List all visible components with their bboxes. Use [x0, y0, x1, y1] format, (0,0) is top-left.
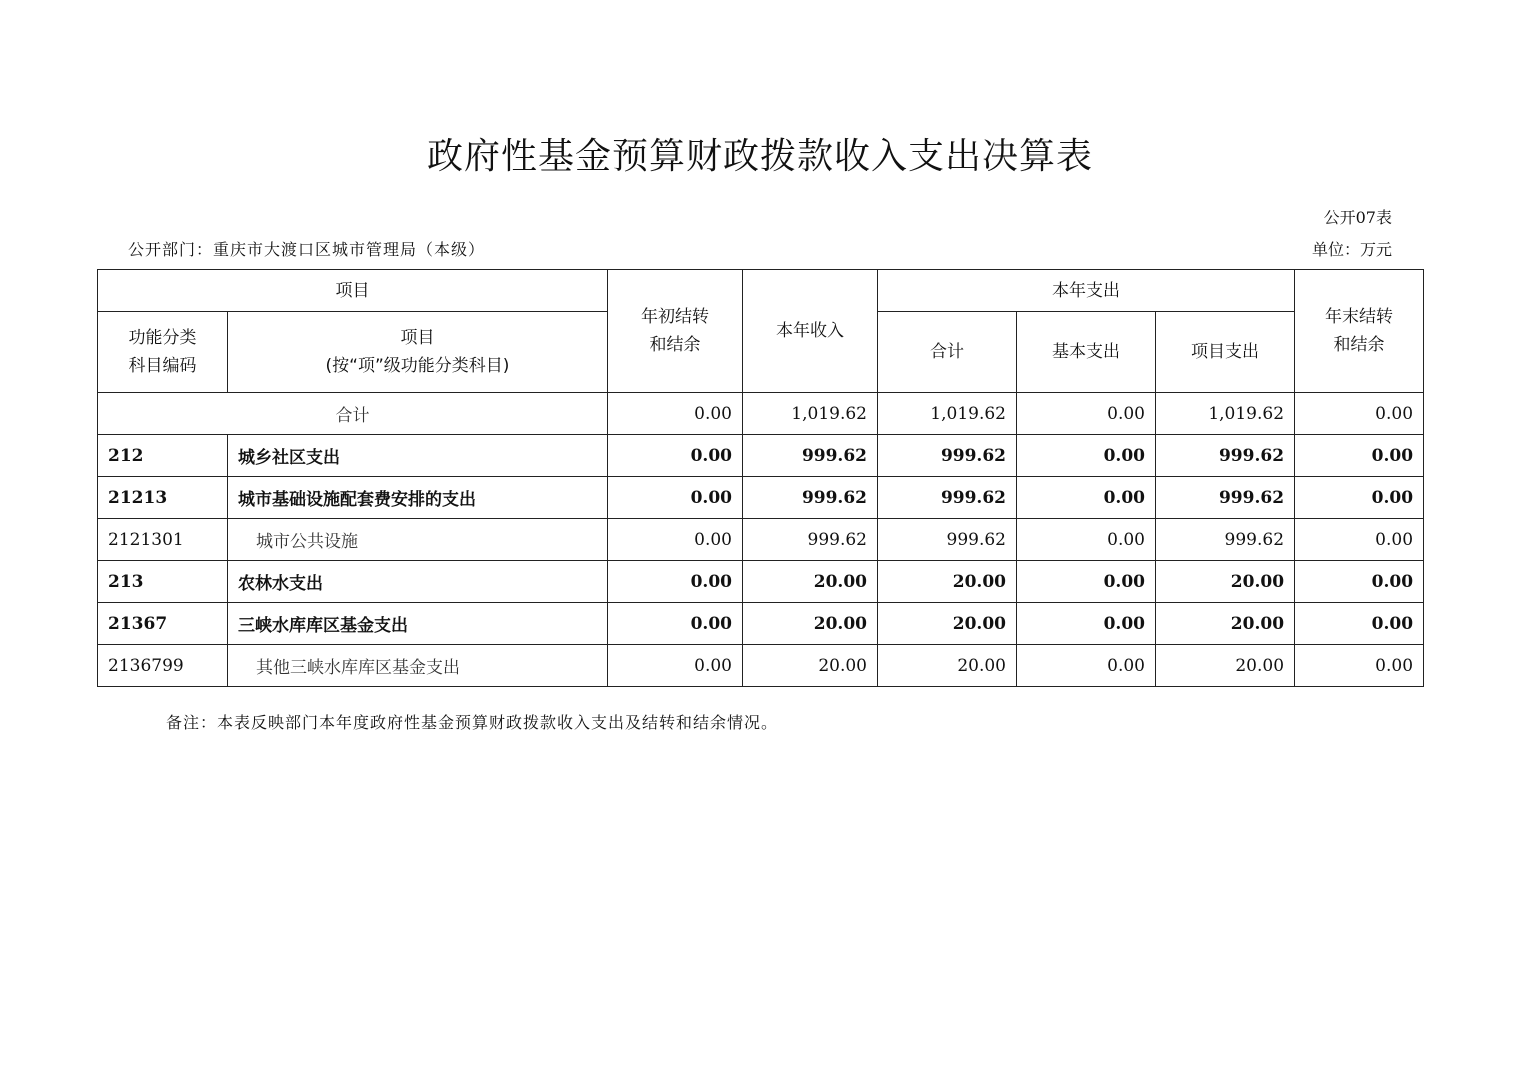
- header-func-code: 功能分类 科目编码: [98, 312, 228, 393]
- cell-income: 1,019.62: [743, 393, 878, 435]
- cell-basic: 0.00: [1017, 519, 1156, 561]
- table-row-total: [98, 393, 1424, 435]
- cell-income: 20.00: [743, 603, 878, 645]
- cell-project: 999.62: [1156, 435, 1295, 477]
- cell-end: 0.00: [1295, 435, 1424, 477]
- cell-project: 999.62: [1156, 477, 1295, 519]
- cell-name: 其他三峡水库库区基金支出: [228, 645, 608, 687]
- header-item: 项目 (按“项”级功能分类科目): [228, 312, 608, 393]
- footnote: 备注：本表反映部门本年度政府性基金预算财政拨款收入支出及结转和结余情况。: [166, 713, 779, 732]
- header-project-group: 项目: [98, 270, 608, 312]
- cell-total: 20.00: [878, 603, 1017, 645]
- cell-end: 0.00: [1295, 603, 1424, 645]
- cell-basic: 0.00: [1017, 561, 1156, 603]
- header-expense-group: 本年支出: [878, 270, 1295, 312]
- header-project-exp: 项目支出: [1156, 312, 1295, 393]
- cell-begin: 0.00: [608, 519, 743, 561]
- cell-code: 212: [98, 435, 228, 477]
- cell-end: 0.00: [1295, 519, 1424, 561]
- cell-project: 20.00: [1156, 603, 1295, 645]
- cell-project: 20.00: [1156, 645, 1295, 687]
- cell-end: 0.00: [1295, 393, 1424, 435]
- table-row: [98, 519, 1424, 561]
- cell-total: 999.62: [878, 435, 1017, 477]
- page-title: 政府性基金预算财政拨款收入支出决算表: [426, 136, 1093, 177]
- cell-begin: 0.00: [608, 393, 743, 435]
- header-begin-balance: 年初结转 和结余: [608, 270, 743, 393]
- table-row: [98, 603, 1424, 645]
- cell-basic: 0.00: [1017, 477, 1156, 519]
- header-total: 合计: [878, 312, 1017, 393]
- cell-begin: 0.00: [608, 603, 743, 645]
- department-label: 公开部门：重庆市大渡口区城市管理局（本级）: [128, 240, 486, 259]
- cell-code: 2121301: [98, 519, 228, 561]
- cell-name: 城市公共设施: [228, 519, 608, 561]
- cell-code: 2136799: [98, 645, 228, 687]
- cell-end: 0.00: [1295, 645, 1424, 687]
- header-end-balance: 年末结转 和结余: [1295, 270, 1424, 393]
- cell-code: 21213: [98, 477, 228, 519]
- cell-income: 999.62: [743, 435, 878, 477]
- cell-basic: 0.00: [1017, 645, 1156, 687]
- cell-income: 20.00: [743, 645, 878, 687]
- cell-project: 999.62: [1156, 519, 1295, 561]
- cell-name: 城乡社区支出: [228, 435, 608, 477]
- cell-total: 20.00: [878, 645, 1017, 687]
- total-label: 合计: [98, 393, 608, 435]
- cell-project: 20.00: [1156, 561, 1295, 603]
- table-row: [98, 645, 1424, 687]
- cell-code: 213: [98, 561, 228, 603]
- cell-begin: 0.00: [608, 477, 743, 519]
- cell-begin: 0.00: [608, 645, 743, 687]
- budget-table: [97, 269, 1424, 687]
- unit-label: 单位：万元: [1311, 240, 1392, 259]
- table-row: [98, 435, 1424, 477]
- cell-basic: 0.00: [1017, 603, 1156, 645]
- header-basic: 基本支出: [1017, 312, 1156, 393]
- cell-total: 999.62: [878, 477, 1017, 519]
- cell-begin: 0.00: [608, 435, 743, 477]
- cell-project: 1,019.62: [1156, 393, 1295, 435]
- cell-income: 999.62: [743, 477, 878, 519]
- header-income: 本年收入: [743, 270, 878, 393]
- cell-total: 20.00: [878, 561, 1017, 603]
- table-row: [98, 561, 1424, 603]
- cell-begin: 0.00: [608, 561, 743, 603]
- table-row: [98, 477, 1424, 519]
- cell-total: 999.62: [878, 519, 1017, 561]
- cell-name: 城市基础设施配套费安排的支出: [228, 477, 608, 519]
- cell-total: 1,019.62: [878, 393, 1017, 435]
- cell-name: 农林水支出: [228, 561, 608, 603]
- cell-basic: 0.00: [1017, 393, 1156, 435]
- cell-name: 三峡水库库区基金支出: [228, 603, 608, 645]
- table-number: 公开07表: [1323, 208, 1392, 227]
- cell-code: 21367: [98, 603, 228, 645]
- cell-income: 20.00: [743, 561, 878, 603]
- cell-income: 999.62: [743, 519, 878, 561]
- cell-end: 0.00: [1295, 477, 1424, 519]
- cell-basic: 0.00: [1017, 435, 1156, 477]
- cell-end: 0.00: [1295, 561, 1424, 603]
